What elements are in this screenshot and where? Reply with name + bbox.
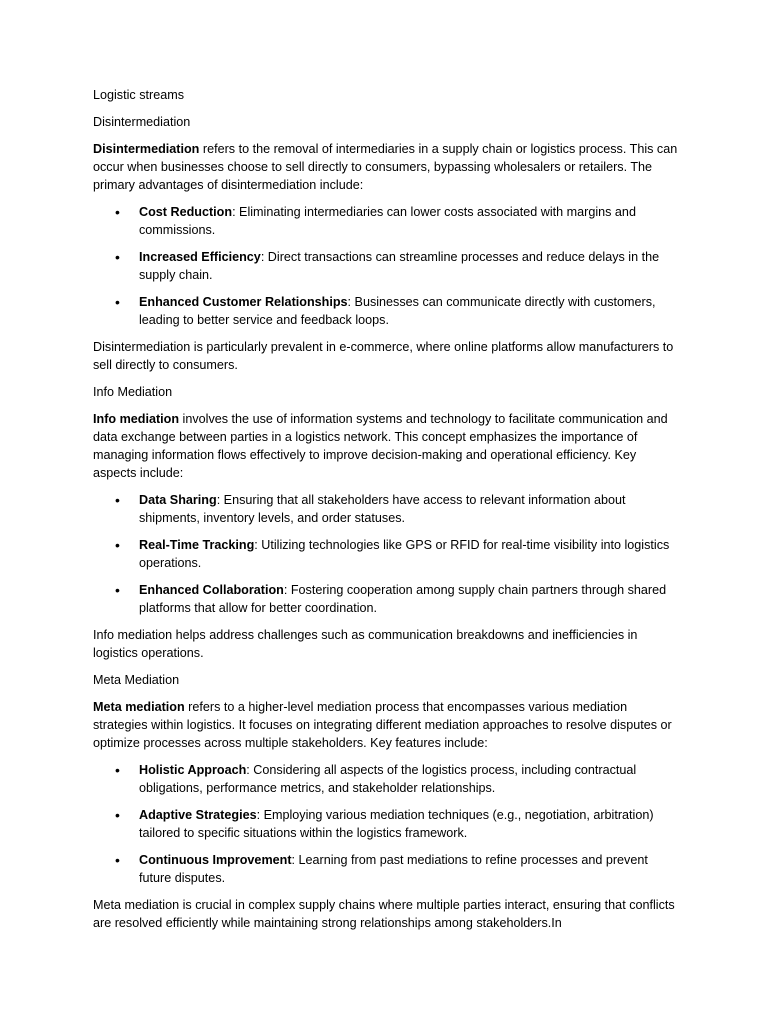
list-item bbox=[93, 248, 683, 284]
bullet-term: Data Sharing bbox=[139, 493, 217, 507]
bullet-term: Enhanced Customer Relationships bbox=[139, 295, 348, 309]
bullet-term: Increased Efficiency bbox=[139, 250, 261, 264]
bullet-term: Real-Time Tracking bbox=[139, 538, 255, 552]
bullet-text: : Considering all aspects of the logistics process, including contractual obligations, performance metrics, and stakeholder relationships. bbox=[139, 763, 637, 795]
section-intro bbox=[93, 698, 683, 752]
section-heading: Meta Mediation bbox=[93, 673, 180, 687]
section-outro: Info mediation helps address challenges such as communication breakdowns and inefficiencies in logistics operations. bbox=[93, 628, 638, 660]
document-page bbox=[93, 86, 683, 941]
list-item bbox=[93, 491, 683, 527]
section-outro: Disintermediation is particularly prevalent in e-commerce, where online platforms allow manufacturers to sell directly to consumers. bbox=[93, 340, 674, 372]
section-heading: Disintermediation bbox=[93, 115, 191, 129]
bullet-term: Continuous Improvement bbox=[139, 853, 292, 867]
section-meta-mediation bbox=[93, 671, 683, 932]
bullet-term: Adaptive Strategies bbox=[139, 808, 257, 822]
section-disintermediation bbox=[93, 113, 683, 374]
bullet-term: Holistic Approach bbox=[139, 763, 247, 777]
bullet-text: : Businesses can communicate directly with customers, leading to better service and feedback loops. bbox=[139, 295, 656, 327]
intro-text: refers to a higher-level mediation process that encompasses various mediation strategies within logistics. It focuses on integrating different mediation approaches to resolve disputes or optimize processes across multiple stakeholders. Key features include: bbox=[93, 700, 672, 750]
document-title: Logistic streams bbox=[93, 88, 184, 102]
bullet-list bbox=[93, 203, 683, 329]
list-item bbox=[93, 203, 683, 239]
bullet-list bbox=[93, 491, 683, 617]
intro-term: Meta mediation bbox=[93, 700, 185, 714]
section-info-mediation bbox=[93, 383, 683, 662]
bullet-text: : Fostering cooperation among supply chain partners through shared platforms that allow for better coordination. bbox=[139, 583, 667, 615]
bullet-term: Enhanced Collaboration bbox=[139, 583, 284, 597]
list-item bbox=[93, 761, 683, 797]
intro-text: refers to the removal of intermediaries in a supply chain or logistics process. This can occur when businesses choose to sell directly to consumers, bypassing wholesalers or retailers. The primary advantages of disintermediation include: bbox=[93, 142, 678, 192]
section-intro bbox=[93, 140, 683, 194]
bullet-text: : Employing various mediation techniques (e.g., negotiation, arbitration) tailored to specific situations within the logistics framework. bbox=[139, 808, 654, 840]
list-item bbox=[93, 581, 683, 617]
bullet-text: : Eliminating intermediaries can lower costs associated with margins and commissions. bbox=[139, 205, 636, 237]
list-item bbox=[93, 536, 683, 572]
intro-text: involves the use of information systems and technology to facilitate communication and data exchange between parties in a logistics network. This concept emphasizes the importance of managing information flows effectively to improve decision-making and operational efficiency. Key aspects include: bbox=[93, 412, 668, 480]
section-intro bbox=[93, 410, 683, 482]
bullet-text: : Direct transactions can streamline processes and reduce delays in the supply chain. bbox=[139, 250, 660, 282]
list-item bbox=[93, 851, 683, 887]
intro-term: Disintermediation bbox=[93, 142, 200, 156]
bullet-text: : Ensuring that all stakeholders have access to relevant information about shipments, inventory levels, and order statuses. bbox=[139, 493, 626, 525]
bullet-list bbox=[93, 761, 683, 887]
bullet-text: : Learning from past mediations to refine processes and prevent future disputes. bbox=[139, 853, 648, 885]
bullet-term: Cost Reduction bbox=[139, 205, 233, 219]
bullet-text: : Utilizing technologies like GPS or RFID for real-time visibility into logistics operations. bbox=[139, 538, 670, 570]
section-outro: Meta mediation is crucial in complex supply chains where multiple parties interact, ensuring that conflicts are resolved efficiently while maintaining strong relationships among stakeholders.In bbox=[93, 898, 675, 930]
list-item bbox=[93, 806, 683, 842]
section-heading: Info Mediation bbox=[93, 385, 173, 399]
list-item bbox=[93, 293, 683, 329]
intro-term: Info mediation bbox=[93, 412, 180, 426]
